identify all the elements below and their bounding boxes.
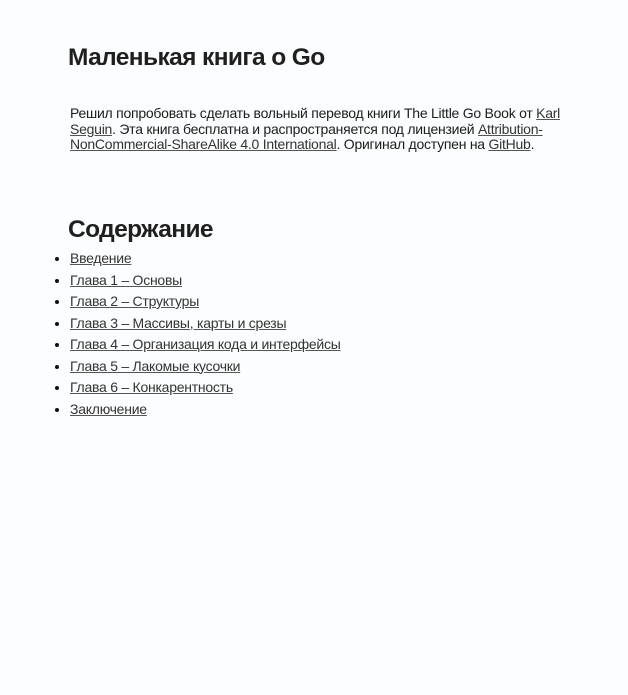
intro-text-2: . Эта книга бесплатна и распространяется под лицензией <box>112 120 478 137</box>
toc-link-chapter-3[interactable]: Глава 3 – Массивы, карты и срезы <box>70 314 287 331</box>
author-link[interactable]: Karl Seguin <box>70 105 561 137</box>
toc-link-chapter-5[interactable]: Глава 5 – Лакомые кусочки <box>70 357 241 374</box>
page-title: Маленькая книга о Go <box>68 44 325 71</box>
toc-link-intro[interactable]: Введение <box>70 250 132 266</box>
toc-heading: Содержание <box>68 216 213 243</box>
toc-item-chapter-3 <box>70 313 610 335</box>
toc-item-chapter-4 <box>70 334 610 356</box>
toc-item-chapter-1 <box>70 270 610 292</box>
toc-link-chapter-4[interactable]: Глава 4 – Организация кода и интерфейсы <box>70 336 341 352</box>
toc-link-conclusion[interactable]: Заключение <box>70 400 147 417</box>
license-link[interactable]: Attribution-NonCommercial-ShareAlike 4.0 International <box>70 120 543 152</box>
intro-text-1: Решил попробовать сделать вольный перевод книги The Little Go Book от <box>70 105 537 121</box>
toc-list <box>0 248 610 420</box>
toc-link-chapter-1[interactable]: Глава 1 – Основы <box>70 271 182 288</box>
toc-link-chapter-2[interactable]: Глава 2 – Структуры <box>70 293 200 309</box>
toc-item-chapter-5 <box>70 356 610 378</box>
intro-text-3: . Оригинал доступен на <box>336 136 489 152</box>
toc-item-intro <box>70 248 610 270</box>
toc-item-chapter-6 <box>70 377 610 399</box>
toc-item-chapter-2 <box>70 291 610 313</box>
intro-text-4: . <box>530 136 535 152</box>
intro-paragraph <box>70 106 590 153</box>
toc-item-conclusion <box>70 399 610 421</box>
github-link[interactable]: GitHub <box>488 136 531 152</box>
toc-link-chapter-6[interactable]: Глава 6 – Конкарентность <box>70 379 233 395</box>
